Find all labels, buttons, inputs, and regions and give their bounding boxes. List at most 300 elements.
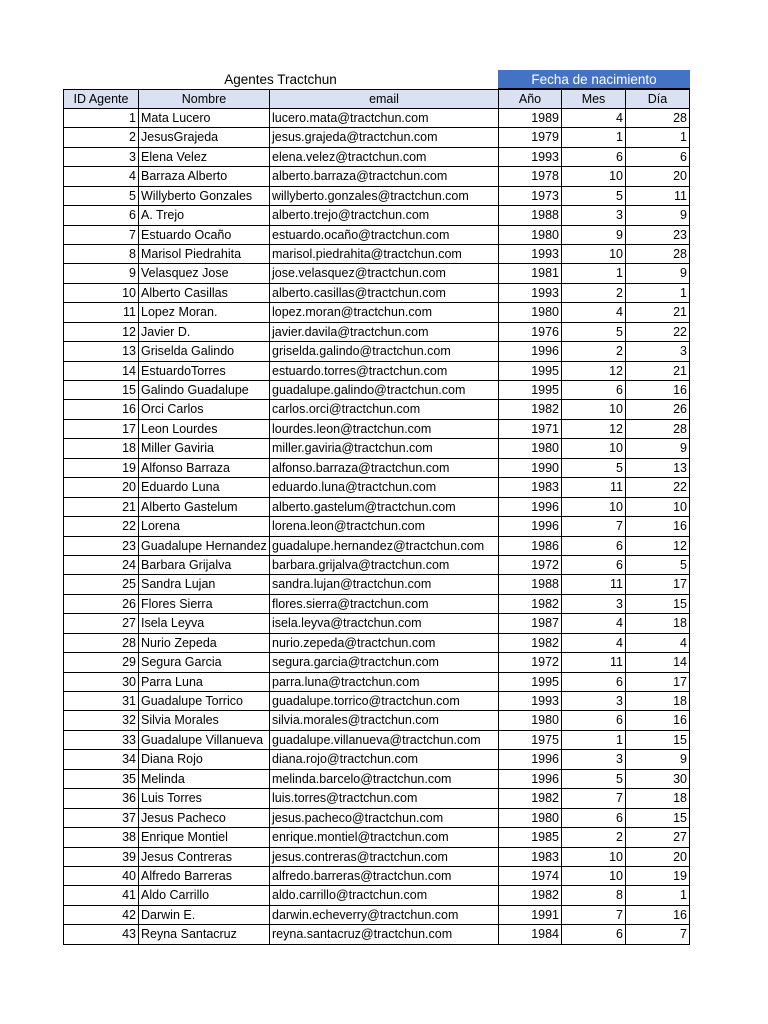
header-year: Año	[498, 89, 561, 108]
cell-email[interactable]: enrique.montiel@tractchun.com	[269, 828, 498, 847]
cell-id[interactable]: 24	[63, 556, 138, 575]
cell-id[interactable]: 38	[63, 828, 138, 847]
table-row	[63, 109, 690, 128]
cell-email[interactable]: guadalupe.galindo@tractchun.com	[269, 381, 498, 400]
cell-year[interactable]: 1996	[498, 517, 561, 536]
cell-name[interactable]: Luis Torres	[138, 789, 269, 808]
cell-email[interactable]: lucero.mata@tractchun.com	[269, 109, 498, 128]
cell-month[interactable]: 6	[561, 925, 625, 944]
cell-name[interactable]: Jesus Pacheco	[138, 809, 269, 828]
cell-id[interactable]: 18	[63, 439, 138, 458]
header-email: email	[269, 89, 498, 108]
table-title: Agentes Tractchun	[224, 72, 337, 87]
cell-email[interactable]: estuardo.torres@tractchun.com	[269, 362, 498, 381]
table-row	[63, 925, 690, 944]
cell-name[interactable]: Guadalupe Villanueva	[138, 731, 269, 750]
cell-year[interactable]: 1988	[498, 575, 561, 594]
table-row	[63, 206, 690, 225]
cell-month[interactable]: 6	[561, 711, 625, 730]
cell-name[interactable]: Javier D.	[138, 323, 269, 342]
cell-name[interactable]: Silvia Morales	[138, 711, 269, 730]
cell-year[interactable]: 1974	[498, 867, 561, 886]
table-row	[63, 323, 690, 342]
cell-email[interactable]: griselda.galindo@tractchun.com	[269, 342, 498, 361]
cell-month[interactable]: 6	[561, 556, 625, 575]
table-row	[63, 498, 690, 517]
cell-year[interactable]: 1982	[498, 400, 561, 419]
table-row	[63, 770, 690, 789]
cell-month[interactable]: 7	[561, 906, 625, 925]
cell-day[interactable]: 16	[625, 381, 690, 400]
cell-month[interactable]: 10	[561, 848, 625, 867]
cell-name[interactable]: Elena Velez	[138, 148, 269, 167]
cell-email[interactable]: marisol.piedrahita@tractchun.com	[269, 245, 498, 264]
cell-month[interactable]: 2	[561, 828, 625, 847]
cell-id[interactable]: 8	[63, 245, 138, 264]
cell-year[interactable]: 1973	[498, 187, 561, 206]
cell-name[interactable]: Alberto Casillas	[138, 284, 269, 303]
cell-name[interactable]: Alberto Gastelum	[138, 498, 269, 517]
cell-month[interactable]: 10	[561, 439, 625, 458]
cell-email[interactable]: elena.velez@tractchun.com	[269, 148, 498, 167]
birthdate-group-header: Fecha de nacimiento	[498, 70, 690, 89]
cell-id[interactable]: 33	[63, 731, 138, 750]
table-row	[63, 595, 690, 614]
cell-year[interactable]: 1995	[498, 381, 561, 400]
cell-day[interactable]: 22	[625, 323, 690, 342]
cell-name[interactable]: Segura Garcia	[138, 653, 269, 672]
agents-table	[63, 70, 690, 945]
cell-day[interactable]: 18	[625, 692, 690, 711]
cell-id[interactable]: 27	[63, 614, 138, 633]
cell-id[interactable]: 37	[63, 809, 138, 828]
cell-email[interactable]: alberto.casillas@tractchun.com	[269, 284, 498, 303]
cell-id[interactable]: 22	[63, 517, 138, 536]
cell-name[interactable]: EstuardoTorres	[138, 362, 269, 381]
cell-day[interactable]: 13	[625, 459, 690, 478]
cell-month[interactable]: 1	[561, 128, 625, 147]
cell-name[interactable]: Estuardo Ocaño	[138, 226, 269, 245]
cell-year[interactable]: 1996	[498, 770, 561, 789]
cell-day[interactable]: 12	[625, 537, 690, 556]
cell-day[interactable]: 9	[625, 206, 690, 225]
cell-month[interactable]: 7	[561, 517, 625, 536]
cell-day[interactable]: 27	[625, 828, 690, 847]
cell-email[interactable]: alberto.gastelum@tractchun.com	[269, 498, 498, 517]
cell-name[interactable]: Lorena	[138, 517, 269, 536]
cell-month[interactable]: 1	[561, 264, 625, 283]
cell-name[interactable]: Guadalupe Hernandez	[138, 537, 269, 556]
cell-email[interactable]: jesus.grajeda@tractchun.com	[269, 128, 498, 147]
table-row	[63, 614, 690, 633]
cell-month[interactable]: 3	[561, 595, 625, 614]
table-row	[63, 828, 690, 847]
cell-day[interactable]: 5	[625, 556, 690, 575]
cell-id[interactable]: 28	[63, 634, 138, 653]
cell-name[interactable]: Mata Lucero	[138, 109, 269, 128]
cell-id[interactable]: 15	[63, 381, 138, 400]
cell-id[interactable]: 4	[63, 167, 138, 186]
cell-year[interactable]: 1981	[498, 264, 561, 283]
cell-month[interactable]: 3	[561, 692, 625, 711]
cell-year[interactable]: 1975	[498, 731, 561, 750]
cell-id[interactable]: 13	[63, 342, 138, 361]
cell-year[interactable]: 1972	[498, 653, 561, 672]
cell-id[interactable]: 12	[63, 323, 138, 342]
cell-year[interactable]: 1996	[498, 498, 561, 517]
cell-month[interactable]: 3	[561, 750, 625, 769]
cell-month[interactable]: 12	[561, 362, 625, 381]
cell-month[interactable]: 2	[561, 284, 625, 303]
cell-name[interactable]: Marisol Piedrahita	[138, 245, 269, 264]
table-row	[63, 789, 690, 808]
cell-name[interactable]: Barraza Alberto	[138, 167, 269, 186]
cell-email[interactable]: parra.luna@tractchun.com	[269, 673, 498, 692]
cell-year[interactable]: 1972	[498, 556, 561, 575]
cell-id[interactable]: 30	[63, 673, 138, 692]
cell-name[interactable]: Aldo Carrillo	[138, 886, 269, 905]
cell-year[interactable]: 1993	[498, 245, 561, 264]
cell-email[interactable]: luis.torres@tractchun.com	[269, 789, 498, 808]
cell-month[interactable]: 11	[561, 478, 625, 497]
cell-email[interactable]: barbara.grijalva@tractchun.com	[269, 556, 498, 575]
cell-year[interactable]: 1993	[498, 284, 561, 303]
cell-month[interactable]: 6	[561, 809, 625, 828]
cell-year[interactable]: 1991	[498, 906, 561, 925]
cell-day[interactable]: 28	[625, 245, 690, 264]
cell-year[interactable]: 1979	[498, 128, 561, 147]
cell-email[interactable]: estuardo.ocaño@tractchun.com	[269, 226, 498, 245]
cell-year[interactable]: 1980	[498, 439, 561, 458]
cell-day[interactable]: 16	[625, 517, 690, 536]
cell-day[interactable]: 9	[625, 439, 690, 458]
cell-year[interactable]: 1971	[498, 420, 561, 439]
cell-month[interactable]: 6	[561, 148, 625, 167]
cell-id[interactable]: 35	[63, 770, 138, 789]
cell-email[interactable]: diana.rojo@tractchun.com	[269, 750, 498, 769]
table-row	[63, 245, 690, 264]
cell-email[interactable]: sandra.lujan@tractchun.com	[269, 575, 498, 594]
cell-email[interactable]: darwin.echeverry@tractchun.com	[269, 906, 498, 925]
cell-name[interactable]: Barbara Grijalva	[138, 556, 269, 575]
cell-year[interactable]: 1993	[498, 692, 561, 711]
cell-id[interactable]: 5	[63, 187, 138, 206]
cell-month[interactable]: 6	[561, 673, 625, 692]
cell-month[interactable]: 5	[561, 459, 625, 478]
table-row	[63, 731, 690, 750]
cell-month[interactable]: 6	[561, 381, 625, 400]
table-body	[63, 109, 690, 945]
cell-name[interactable]: JesusGrajeda	[138, 128, 269, 147]
cell-month[interactable]: 4	[561, 634, 625, 653]
cell-id[interactable]: 17	[63, 420, 138, 439]
cell-day[interactable]: 30	[625, 770, 690, 789]
cell-id[interactable]: 29	[63, 653, 138, 672]
cell-year[interactable]: 1984	[498, 925, 561, 944]
cell-month[interactable]: 5	[561, 187, 625, 206]
cell-year[interactable]: 1982	[498, 595, 561, 614]
cell-month[interactable]: 5	[561, 323, 625, 342]
cell-year[interactable]: 1988	[498, 206, 561, 225]
cell-name[interactable]: Diana Rojo	[138, 750, 269, 769]
cell-id[interactable]: 39	[63, 848, 138, 867]
cell-id[interactable]: 7	[63, 226, 138, 245]
cell-month[interactable]: 4	[561, 109, 625, 128]
cell-email[interactable]: eduardo.luna@tractchun.com	[269, 478, 498, 497]
cell-email[interactable]: guadalupe.villanueva@tractchun.com	[269, 731, 498, 750]
cell-id[interactable]: 21	[63, 498, 138, 517]
table-row	[63, 692, 690, 711]
table-row	[63, 400, 690, 419]
cell-day[interactable]: 15	[625, 809, 690, 828]
cell-email[interactable]: alfredo.barreras@tractchun.com	[269, 867, 498, 886]
cell-day[interactable]: 16	[625, 711, 690, 730]
cell-day[interactable]: 15	[625, 731, 690, 750]
cell-name[interactable]: Leon Lourdes	[138, 420, 269, 439]
cell-id[interactable]: 11	[63, 303, 138, 322]
table-row	[63, 420, 690, 439]
cell-year[interactable]: 1983	[498, 848, 561, 867]
cell-name[interactable]: Galindo Guadalupe	[138, 381, 269, 400]
cell-month[interactable]: 10	[561, 245, 625, 264]
cell-day[interactable]: 9	[625, 750, 690, 769]
cell-id[interactable]: 25	[63, 575, 138, 594]
cell-year[interactable]: 1976	[498, 323, 561, 342]
cell-year[interactable]: 1982	[498, 789, 561, 808]
cell-month[interactable]: 12	[561, 420, 625, 439]
cell-day[interactable]: 18	[625, 789, 690, 808]
cell-email[interactable]: alfonso.barraza@tractchun.com	[269, 459, 498, 478]
cell-month[interactable]: 4	[561, 614, 625, 633]
cell-name[interactable]: Willyberto Gonzales	[138, 187, 269, 206]
cell-day[interactable]: 22	[625, 478, 690, 497]
cell-month[interactable]: 5	[561, 770, 625, 789]
table-row	[63, 634, 690, 653]
cell-month[interactable]: 1	[561, 731, 625, 750]
cell-year[interactable]: 1996	[498, 342, 561, 361]
cell-id[interactable]: 1	[63, 109, 138, 128]
table-row	[63, 575, 690, 594]
cell-name[interactable]: Lopez Moran.	[138, 303, 269, 322]
cell-month[interactable]: 6	[561, 537, 625, 556]
cell-name[interactable]: Alfredo Barreras	[138, 867, 269, 886]
cell-month[interactable]: 10	[561, 498, 625, 517]
cell-year[interactable]: 1986	[498, 537, 561, 556]
cell-day[interactable]: 28	[625, 109, 690, 128]
cell-day[interactable]: 9	[625, 264, 690, 283]
cell-day[interactable]: 11	[625, 187, 690, 206]
cell-id[interactable]: 23	[63, 537, 138, 556]
cell-year[interactable]: 1993	[498, 148, 561, 167]
cell-email[interactable]: guadalupe.hernandez@tractchun.com	[269, 537, 498, 556]
cell-id[interactable]: 32	[63, 711, 138, 730]
cell-name[interactable]: Nurio Zepeda	[138, 634, 269, 653]
cell-day[interactable]: 1	[625, 886, 690, 905]
cell-year[interactable]: 1983	[498, 478, 561, 497]
cell-day[interactable]: 1	[625, 284, 690, 303]
cell-day[interactable]: 21	[625, 362, 690, 381]
cell-day[interactable]: 15	[625, 595, 690, 614]
cell-name[interactable]: Enrique Montiel	[138, 828, 269, 847]
cell-name[interactable]: Darwin E.	[138, 906, 269, 925]
cell-email[interactable]: miller.gaviria@tractchun.com	[269, 439, 498, 458]
cell-email[interactable]: melinda.barcelo@tractchun.com	[269, 770, 498, 789]
cell-month[interactable]: 9	[561, 226, 625, 245]
cell-id[interactable]: 3	[63, 148, 138, 167]
cell-year[interactable]: 1989	[498, 109, 561, 128]
table-row	[63, 517, 690, 536]
cell-name[interactable]: Velasquez Jose	[138, 264, 269, 283]
cell-id[interactable]: 9	[63, 264, 138, 283]
cell-name[interactable]: Alfonso Barraza	[138, 459, 269, 478]
cell-email[interactable]: silvia.morales@tractchun.com	[269, 711, 498, 730]
table-row	[63, 537, 690, 556]
cell-month[interactable]: 3	[561, 206, 625, 225]
cell-day[interactable]: 16	[625, 906, 690, 925]
cell-year[interactable]: 1980	[498, 809, 561, 828]
table-row	[63, 886, 690, 905]
table-row	[63, 906, 690, 925]
cell-email[interactable]: jesus.contreras@tractchun.com	[269, 848, 498, 867]
cell-day[interactable]: 14	[625, 653, 690, 672]
cell-year[interactable]: 1982	[498, 886, 561, 905]
cell-id[interactable]: 2	[63, 128, 138, 147]
cell-id[interactable]: 41	[63, 886, 138, 905]
cell-email[interactable]: jesus.pacheco@tractchun.com	[269, 809, 498, 828]
header-id: ID Agente	[63, 89, 138, 108]
cell-day[interactable]: 26	[625, 400, 690, 419]
cell-email[interactable]: jose.velasquez@tractchun.com	[269, 264, 498, 283]
cell-name[interactable]: Parra Luna	[138, 673, 269, 692]
cell-year[interactable]: 1995	[498, 673, 561, 692]
cell-email[interactable]: isela.leyva@tractchun.com	[269, 614, 498, 633]
cell-email[interactable]: alberto.barraza@tractchun.com	[269, 167, 498, 186]
cell-email[interactable]: lopez.moran@tractchun.com	[269, 303, 498, 322]
cell-email[interactable]: reyna.santacruz@tractchun.com	[269, 925, 498, 944]
cell-email[interactable]: javier.davila@tractchun.com	[269, 323, 498, 342]
table-row	[63, 167, 690, 186]
cell-email[interactable]: lourdes.leon@tractchun.com	[269, 420, 498, 439]
cell-day[interactable]: 23	[625, 226, 690, 245]
cell-month[interactable]: 2	[561, 342, 625, 361]
cell-name[interactable]: Guadalupe Torrico	[138, 692, 269, 711]
cell-id[interactable]: 43	[63, 925, 138, 944]
cell-day[interactable]: 18	[625, 614, 690, 633]
cell-email[interactable]: nurio.zepeda@tractchun.com	[269, 634, 498, 653]
cell-day[interactable]: 17	[625, 575, 690, 594]
cell-email[interactable]: guadalupe.torrico@tractchun.com	[269, 692, 498, 711]
cell-email[interactable]: segura.garcia@tractchun.com	[269, 653, 498, 672]
table-row	[63, 148, 690, 167]
cell-name[interactable]: Flores Sierra	[138, 595, 269, 614]
cell-month[interactable]: 8	[561, 886, 625, 905]
cell-id[interactable]: 36	[63, 789, 138, 808]
cell-email[interactable]: aldo.carrillo@tractchun.com	[269, 886, 498, 905]
cell-year[interactable]: 1985	[498, 828, 561, 847]
cell-id[interactable]: 40	[63, 867, 138, 886]
cell-id[interactable]: 42	[63, 906, 138, 925]
cell-day[interactable]: 20	[625, 848, 690, 867]
cell-email[interactable]: flores.sierra@tractchun.com	[269, 595, 498, 614]
cell-year[interactable]: 1980	[498, 303, 561, 322]
cell-id[interactable]: 6	[63, 206, 138, 225]
table-row	[63, 556, 690, 575]
cell-id[interactable]: 20	[63, 478, 138, 497]
cell-day[interactable]: 4	[625, 634, 690, 653]
cell-day[interactable]: 17	[625, 673, 690, 692]
cell-id[interactable]: 34	[63, 750, 138, 769]
table-row	[63, 264, 690, 283]
cell-day[interactable]: 6	[625, 148, 690, 167]
cell-day[interactable]: 19	[625, 867, 690, 886]
cell-id[interactable]: 10	[63, 284, 138, 303]
cell-year[interactable]: 1978	[498, 167, 561, 186]
table-row	[63, 848, 690, 867]
cell-name[interactable]: A. Trejo	[138, 206, 269, 225]
cell-email[interactable]: lorena.leon@tractchun.com	[269, 517, 498, 536]
cell-year[interactable]: 1996	[498, 750, 561, 769]
cell-month[interactable]: 4	[561, 303, 625, 322]
cell-day[interactable]: 20	[625, 167, 690, 186]
cell-id[interactable]: 26	[63, 595, 138, 614]
cell-id[interactable]: 14	[63, 362, 138, 381]
cell-month[interactable]: 10	[561, 867, 625, 886]
cell-year[interactable]: 1980	[498, 711, 561, 730]
cell-month[interactable]: 11	[561, 575, 625, 594]
table-row	[63, 711, 690, 730]
cell-month[interactable]: 7	[561, 789, 625, 808]
cell-id[interactable]: 16	[63, 400, 138, 419]
cell-name[interactable]: Reyna Santacruz	[138, 925, 269, 944]
cell-year[interactable]: 1990	[498, 459, 561, 478]
table-row	[63, 303, 690, 322]
cell-id[interactable]: 19	[63, 459, 138, 478]
title-row	[63, 70, 690, 89]
cell-name[interactable]: Griselda Galindo	[138, 342, 269, 361]
cell-email[interactable]: willyberto.gonzales@tractchun.com	[269, 187, 498, 206]
table-row	[63, 459, 690, 478]
cell-day[interactable]: 7	[625, 925, 690, 944]
cell-day[interactable]: 21	[625, 303, 690, 322]
cell-name[interactable]: Jesus Contreras	[138, 848, 269, 867]
table-row	[63, 342, 690, 361]
cell-day[interactable]: 3	[625, 342, 690, 361]
cell-month[interactable]: 11	[561, 653, 625, 672]
cell-day[interactable]: 1	[625, 128, 690, 147]
cell-id[interactable]: 31	[63, 692, 138, 711]
column-header-row	[63, 89, 690, 108]
cell-month[interactable]: 10	[561, 400, 625, 419]
table-row	[63, 439, 690, 458]
cell-name[interactable]: Eduardo Luna	[138, 478, 269, 497]
cell-year[interactable]: 1980	[498, 226, 561, 245]
cell-day[interactable]: 10	[625, 498, 690, 517]
cell-name[interactable]: Orci Carlos	[138, 400, 269, 419]
table-row	[63, 362, 690, 381]
cell-email[interactable]: alberto.trejo@tractchun.com	[269, 206, 498, 225]
cell-email[interactable]: carlos.orci@tractchun.com	[269, 400, 498, 419]
cell-year[interactable]: 1987	[498, 614, 561, 633]
cell-name[interactable]: Melinda	[138, 770, 269, 789]
cell-month[interactable]: 10	[561, 167, 625, 186]
cell-year[interactable]: 1982	[498, 634, 561, 653]
cell-year[interactable]: 1995	[498, 362, 561, 381]
cell-name[interactable]: Isela Leyva	[138, 614, 269, 633]
cell-name[interactable]: Sandra Lujan	[138, 575, 269, 594]
cell-name[interactable]: Miller Gaviria	[138, 439, 269, 458]
table-row	[63, 867, 690, 886]
cell-day[interactable]: 28	[625, 420, 690, 439]
